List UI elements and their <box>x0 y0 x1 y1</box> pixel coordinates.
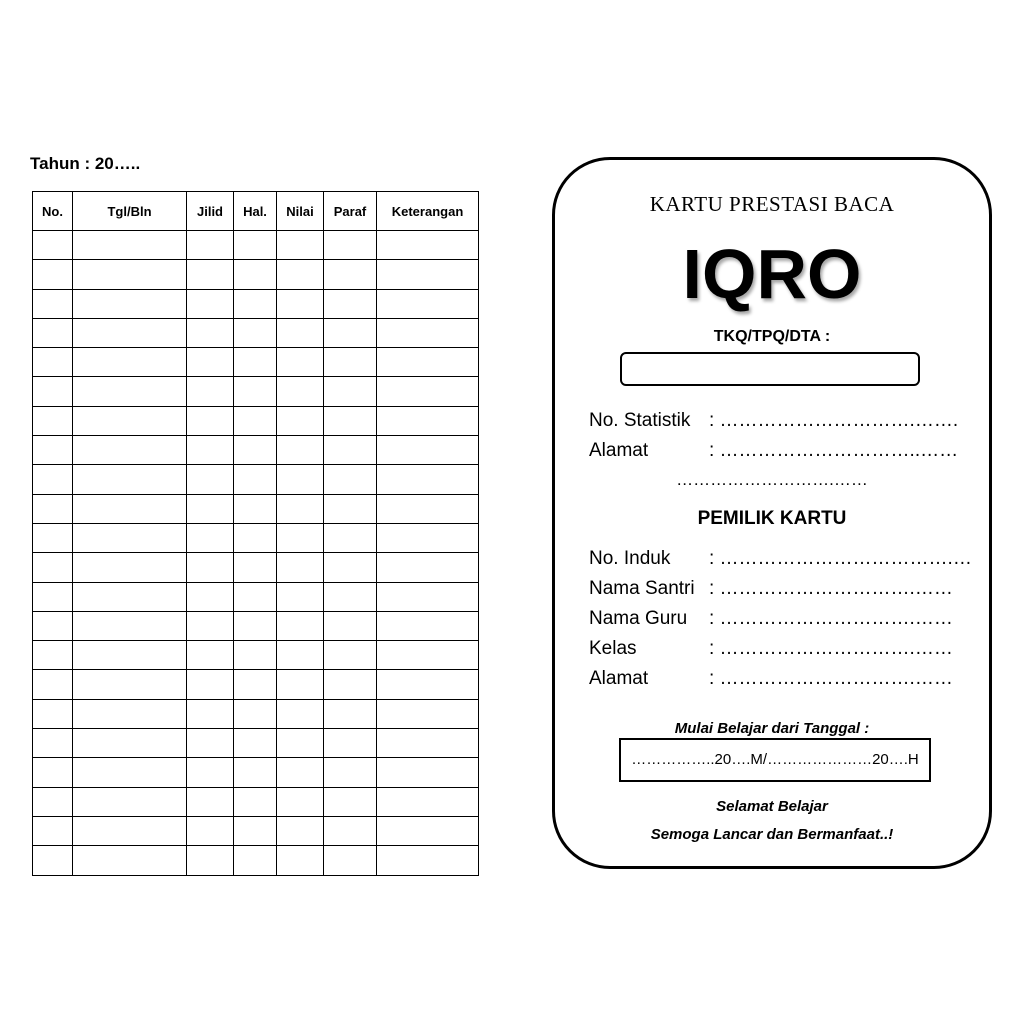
school-label: TKQ/TPQ/DTA : <box>713 328 831 345</box>
table-cell[interactable] <box>324 494 377 523</box>
table-cell[interactable] <box>234 787 277 816</box>
table-cell[interactable] <box>234 611 277 640</box>
table-cell[interactable] <box>377 260 479 289</box>
table-cell[interactable] <box>324 816 377 845</box>
table-cell[interactable] <box>187 816 234 845</box>
table-cell[interactable] <box>234 318 277 347</box>
field-value: : ………………………….…… <box>709 638 953 659</box>
table-row <box>33 260 479 289</box>
table-cell[interactable] <box>73 641 187 670</box>
field-label: No. Induk <box>589 548 671 569</box>
table-cell[interactable] <box>73 436 187 465</box>
address-continuation: ……………………….…… <box>676 470 868 489</box>
table-row <box>33 289 479 318</box>
table-cell[interactable] <box>33 348 73 377</box>
table-cell[interactable] <box>33 318 73 347</box>
class-row <box>589 636 953 662</box>
table-cell[interactable] <box>33 494 73 523</box>
table-cell[interactable] <box>277 289 324 318</box>
table-cell[interactable] <box>377 553 479 582</box>
table-cell[interactable] <box>73 494 187 523</box>
table-cell[interactable] <box>33 523 73 552</box>
table-cell[interactable] <box>73 582 187 611</box>
table-cell[interactable] <box>324 787 377 816</box>
table-row <box>33 787 479 816</box>
owner-heading: PEMILIK KARTU <box>697 508 847 529</box>
table-cell[interactable] <box>234 699 277 728</box>
field-label: Nama Santri <box>589 578 695 599</box>
table-cell[interactable] <box>377 670 479 699</box>
field-value: : ………………………….…… <box>709 608 953 629</box>
table-cell[interactable] <box>377 348 479 377</box>
table-cell[interactable] <box>234 816 277 845</box>
column-header-signature: Paraf <box>324 192 377 231</box>
table-row <box>33 758 479 787</box>
table-cell[interactable] <box>234 729 277 758</box>
table-cell[interactable] <box>73 758 187 787</box>
table-row <box>33 553 479 582</box>
table-row <box>33 641 479 670</box>
field-label: Alamat <box>589 440 649 461</box>
table-cell[interactable] <box>33 436 73 465</box>
table-cell[interactable] <box>73 611 187 640</box>
column-header-score: Nilai <box>277 192 324 231</box>
field-label: Nama Guru <box>589 608 688 629</box>
table-cell[interactable] <box>234 348 277 377</box>
teacher-name-row <box>589 606 953 632</box>
column-header-date: Tgl/Bln <box>73 192 187 231</box>
field-value: : ……………………………….… <box>709 548 972 569</box>
table-row <box>33 348 479 377</box>
table-cell[interactable] <box>187 553 234 582</box>
column-header-no: No. <box>33 192 73 231</box>
table-cell[interactable] <box>187 611 234 640</box>
table-cell[interactable] <box>234 523 277 552</box>
institution-address-row <box>589 438 958 464</box>
table-cell[interactable] <box>277 523 324 552</box>
table-cell[interactable] <box>33 670 73 699</box>
table-cell[interactable] <box>33 260 73 289</box>
table-cell[interactable] <box>277 318 324 347</box>
table-row <box>33 406 479 435</box>
table-row <box>33 231 479 260</box>
table-cell[interactable] <box>73 318 187 347</box>
table-cell[interactable] <box>33 377 73 406</box>
table-cell[interactable] <box>33 465 73 494</box>
card-title: IQRO <box>682 235 862 313</box>
table-cell[interactable] <box>377 611 479 640</box>
table-cell[interactable] <box>324 758 377 787</box>
table-row <box>33 699 479 728</box>
table-cell[interactable] <box>377 318 479 347</box>
table-cell[interactable] <box>73 670 187 699</box>
table-cell[interactable] <box>377 231 479 260</box>
table-cell[interactable] <box>324 348 377 377</box>
table-cell[interactable] <box>234 846 277 875</box>
table-cell[interactable] <box>324 231 377 260</box>
student-id-row <box>589 546 972 572</box>
table-row <box>33 494 479 523</box>
table-cell[interactable] <box>234 260 277 289</box>
table-cell[interactable] <box>187 231 234 260</box>
table-cell[interactable] <box>234 582 277 611</box>
table-cell[interactable] <box>277 348 324 377</box>
card-header: KARTU PRESTASI BACA <box>649 192 895 216</box>
table-cell[interactable] <box>324 406 377 435</box>
year-label: Tahun : 20….. <box>30 154 141 173</box>
table-cell[interactable] <box>324 582 377 611</box>
table-cell[interactable] <box>234 670 277 699</box>
table-cell[interactable] <box>377 582 479 611</box>
table-cell[interactable] <box>324 377 377 406</box>
table-cell[interactable] <box>324 699 377 728</box>
table-cell[interactable] <box>73 729 187 758</box>
table-cell[interactable] <box>187 699 234 728</box>
reading-card <box>552 157 992 869</box>
column-header-page: Hal. <box>234 192 277 231</box>
start-date-value: ……………..20….M/…………………20….H <box>631 751 919 768</box>
table-row <box>33 318 479 347</box>
table-row <box>33 377 479 406</box>
table-cell[interactable] <box>277 494 324 523</box>
table-cell[interactable] <box>187 729 234 758</box>
table-cell[interactable] <box>277 729 324 758</box>
table-cell[interactable] <box>187 523 234 552</box>
table-row <box>33 523 479 552</box>
table-cell[interactable] <box>234 231 277 260</box>
table-cell[interactable] <box>277 465 324 494</box>
table-cell[interactable] <box>33 611 73 640</box>
table-cell[interactable] <box>277 816 324 845</box>
start-date-box <box>619 738 931 782</box>
table-cell[interactable] <box>324 729 377 758</box>
table-cell[interactable] <box>234 758 277 787</box>
table-cell[interactable] <box>324 641 377 670</box>
table-cell[interactable] <box>324 611 377 640</box>
table-header-row <box>33 192 479 231</box>
table-cell[interactable] <box>277 670 324 699</box>
table-cell[interactable] <box>187 377 234 406</box>
table-row <box>33 670 479 699</box>
table-cell[interactable] <box>187 260 234 289</box>
table-cell[interactable] <box>377 816 479 845</box>
field-label: No. Statistik <box>589 410 691 431</box>
table-cell[interactable] <box>377 787 479 816</box>
table-cell[interactable] <box>324 523 377 552</box>
table-cell[interactable] <box>33 787 73 816</box>
table-cell[interactable] <box>277 406 324 435</box>
table-cell[interactable] <box>377 377 479 406</box>
field-value: : ………………………….…… <box>709 578 953 599</box>
table-cell[interactable] <box>73 377 187 406</box>
table-cell[interactable] <box>277 582 324 611</box>
field-label: Alamat <box>589 668 649 689</box>
column-header-notes: Keterangan <box>377 192 479 231</box>
table-row <box>33 816 479 845</box>
table-cell[interactable] <box>187 582 234 611</box>
table-row <box>33 729 479 758</box>
table-row <box>33 846 479 875</box>
table-cell[interactable] <box>277 553 324 582</box>
table-cell[interactable] <box>73 523 187 552</box>
table-cell[interactable] <box>73 231 187 260</box>
table-cell[interactable] <box>277 641 324 670</box>
table-cell[interactable] <box>377 641 479 670</box>
table-cell[interactable] <box>73 816 187 845</box>
table-cell[interactable] <box>377 846 479 875</box>
table-cell[interactable] <box>277 787 324 816</box>
table-cell[interactable] <box>234 377 277 406</box>
table-cell[interactable] <box>377 523 479 552</box>
table-cell[interactable] <box>277 260 324 289</box>
table-cell[interactable] <box>73 553 187 582</box>
table-cell[interactable] <box>277 699 324 728</box>
school-name-box <box>620 352 920 386</box>
table-cell[interactable] <box>324 436 377 465</box>
table-cell[interactable] <box>187 670 234 699</box>
table-cell[interactable] <box>187 758 234 787</box>
table-cell[interactable] <box>377 494 479 523</box>
table-cell[interactable] <box>73 465 187 494</box>
table-cell[interactable] <box>324 465 377 494</box>
table-cell[interactable] <box>73 348 187 377</box>
table-cell[interactable] <box>33 699 73 728</box>
table-cell[interactable] <box>33 816 73 845</box>
table-cell[interactable] <box>73 406 187 435</box>
table-cell[interactable] <box>187 406 234 435</box>
table-row <box>33 582 479 611</box>
table-cell[interactable] <box>33 406 73 435</box>
table-cell[interactable] <box>187 318 234 347</box>
table-cell[interactable] <box>187 641 234 670</box>
greeting-line-2: Semoga Lancar dan Bermanfaat..! <box>650 826 894 843</box>
table-cell[interactable] <box>33 846 73 875</box>
table-cell[interactable] <box>377 436 479 465</box>
table-row <box>33 436 479 465</box>
table-cell[interactable] <box>187 465 234 494</box>
table-cell[interactable] <box>324 553 377 582</box>
table-cell[interactable] <box>324 670 377 699</box>
table-cell[interactable] <box>277 436 324 465</box>
field-label: Kelas <box>589 638 637 659</box>
field-value: : ………………………….…… <box>709 668 953 689</box>
table-cell[interactable] <box>377 406 479 435</box>
table-cell[interactable] <box>33 758 73 787</box>
greeting-line-1: Selamat Belajar <box>716 798 828 815</box>
table-cell[interactable] <box>187 436 234 465</box>
table-cell[interactable] <box>73 260 187 289</box>
table-cell[interactable] <box>377 758 479 787</box>
table-cell[interactable] <box>277 846 324 875</box>
table-cell[interactable] <box>73 846 187 875</box>
table-row <box>33 611 479 640</box>
table-cell[interactable] <box>324 318 377 347</box>
table-row <box>33 465 479 494</box>
table-cell[interactable] <box>187 846 234 875</box>
table-cell[interactable] <box>277 377 324 406</box>
field-value: : …………………………..…… <box>709 440 959 461</box>
table-cell[interactable] <box>324 846 377 875</box>
column-header-volume: Jilid <box>187 192 234 231</box>
table-cell[interactable] <box>33 729 73 758</box>
table-cell[interactable] <box>187 348 234 377</box>
table-body <box>33 231 479 876</box>
table-cell[interactable] <box>187 494 234 523</box>
record-table <box>32 191 479 876</box>
student-address-row <box>589 666 953 692</box>
table-cell[interactable] <box>73 289 187 318</box>
table-cell[interactable] <box>234 641 277 670</box>
table-cell[interactable] <box>324 260 377 289</box>
statistic-number-row <box>589 408 958 434</box>
table-cell[interactable] <box>234 406 277 435</box>
table-cell[interactable] <box>234 436 277 465</box>
table-cell[interactable] <box>33 582 73 611</box>
table-cell[interactable] <box>234 494 277 523</box>
table-cell[interactable] <box>73 787 187 816</box>
field-value: : ………………………….……. <box>709 410 959 431</box>
table-cell[interactable] <box>377 289 479 318</box>
table-cell[interactable] <box>73 699 187 728</box>
table-cell[interactable] <box>277 611 324 640</box>
table-cell[interactable] <box>277 758 324 787</box>
table-cell[interactable] <box>377 729 479 758</box>
table-cell[interactable] <box>277 231 324 260</box>
table-cell[interactable] <box>33 289 73 318</box>
start-date-label: Mulai Belajar dari Tanggal : <box>674 720 870 737</box>
table-cell[interactable] <box>377 465 479 494</box>
table-cell[interactable] <box>377 699 479 728</box>
table-cell[interactable] <box>324 289 377 318</box>
table-cell[interactable] <box>234 553 277 582</box>
table-cell[interactable] <box>33 231 73 260</box>
table-cell[interactable] <box>33 641 73 670</box>
student-name-row <box>589 576 953 602</box>
table-cell[interactable] <box>187 289 234 318</box>
table-cell[interactable] <box>33 553 73 582</box>
table-cell[interactable] <box>234 289 277 318</box>
table-cell[interactable] <box>187 787 234 816</box>
table-cell[interactable] <box>234 465 277 494</box>
